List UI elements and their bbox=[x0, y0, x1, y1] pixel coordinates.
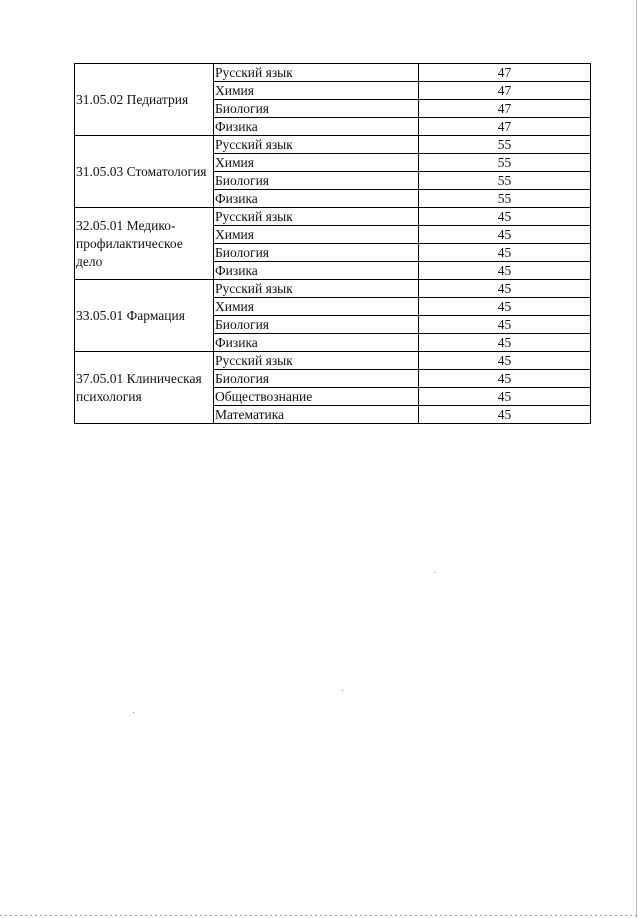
subject-cell: Химия bbox=[214, 298, 419, 316]
scan-edge-bottom bbox=[0, 915, 640, 916]
scan-speck bbox=[434, 572, 435, 573]
score-cell: 47 bbox=[419, 100, 591, 118]
scan-edge-right bbox=[636, 0, 637, 918]
subject-cell: Биология bbox=[214, 172, 419, 190]
score-cell: 45 bbox=[419, 208, 591, 226]
subject-cell: Химия bbox=[214, 154, 419, 172]
score-cell: 55 bbox=[419, 154, 591, 172]
score-cell: 45 bbox=[419, 316, 591, 334]
subject-cell: Химия bbox=[214, 226, 419, 244]
score-cell: 45 bbox=[419, 370, 591, 388]
subject-cell: Биология bbox=[214, 316, 419, 334]
score-cell: 45 bbox=[419, 280, 591, 298]
subject-cell: Химия bbox=[214, 82, 419, 100]
subject-cell: Русский язык bbox=[214, 352, 419, 370]
score-cell: 45 bbox=[419, 226, 591, 244]
score-cell: 45 bbox=[419, 388, 591, 406]
subject-cell: Математика bbox=[214, 406, 419, 424]
score-cell: 45 bbox=[419, 352, 591, 370]
program-cell: 37.05.01 Клиническая психология bbox=[75, 352, 214, 424]
subject-cell: Русский язык bbox=[214, 280, 419, 298]
table-row bbox=[75, 136, 591, 154]
score-cell: 55 bbox=[419, 172, 591, 190]
table-row bbox=[75, 352, 591, 370]
score-cell: 45 bbox=[419, 244, 591, 262]
program-cell: 33.05.01 Фармация bbox=[75, 280, 214, 352]
subject-cell: Биология bbox=[214, 100, 419, 118]
table-row bbox=[75, 64, 591, 82]
subject-cell: Обществознание bbox=[214, 388, 419, 406]
score-cell: 47 bbox=[419, 118, 591, 136]
subject-cell: Русский язык bbox=[214, 136, 419, 154]
score-cell: 45 bbox=[419, 262, 591, 280]
score-cell: 47 bbox=[419, 82, 591, 100]
program-cell: 32.05.01 Медико-профилактическое дело bbox=[75, 208, 214, 280]
scan-speck bbox=[133, 712, 134, 713]
program-cell: 31.05.02 Педиатрия bbox=[75, 64, 214, 136]
subject-cell: Физика bbox=[214, 190, 419, 208]
program-cell: 31.05.03 Стоматология bbox=[75, 136, 214, 208]
subject-cell: Биология bbox=[214, 244, 419, 262]
subject-cell: Русский язык bbox=[214, 208, 419, 226]
table-row bbox=[75, 208, 591, 226]
min-scores-table bbox=[74, 63, 591, 424]
score-cell: 55 bbox=[419, 136, 591, 154]
score-cell: 45 bbox=[419, 406, 591, 424]
score-cell: 45 bbox=[419, 334, 591, 352]
subject-cell: Русский язык bbox=[214, 64, 419, 82]
table-row bbox=[75, 280, 591, 298]
subject-cell: Физика bbox=[214, 334, 419, 352]
score-cell: 45 bbox=[419, 298, 591, 316]
subject-cell: Биология bbox=[214, 370, 419, 388]
score-cell: 55 bbox=[419, 190, 591, 208]
subject-cell: Физика bbox=[214, 262, 419, 280]
subject-cell: Физика bbox=[214, 118, 419, 136]
scan-speck bbox=[342, 690, 343, 691]
score-cell: 47 bbox=[419, 64, 591, 82]
